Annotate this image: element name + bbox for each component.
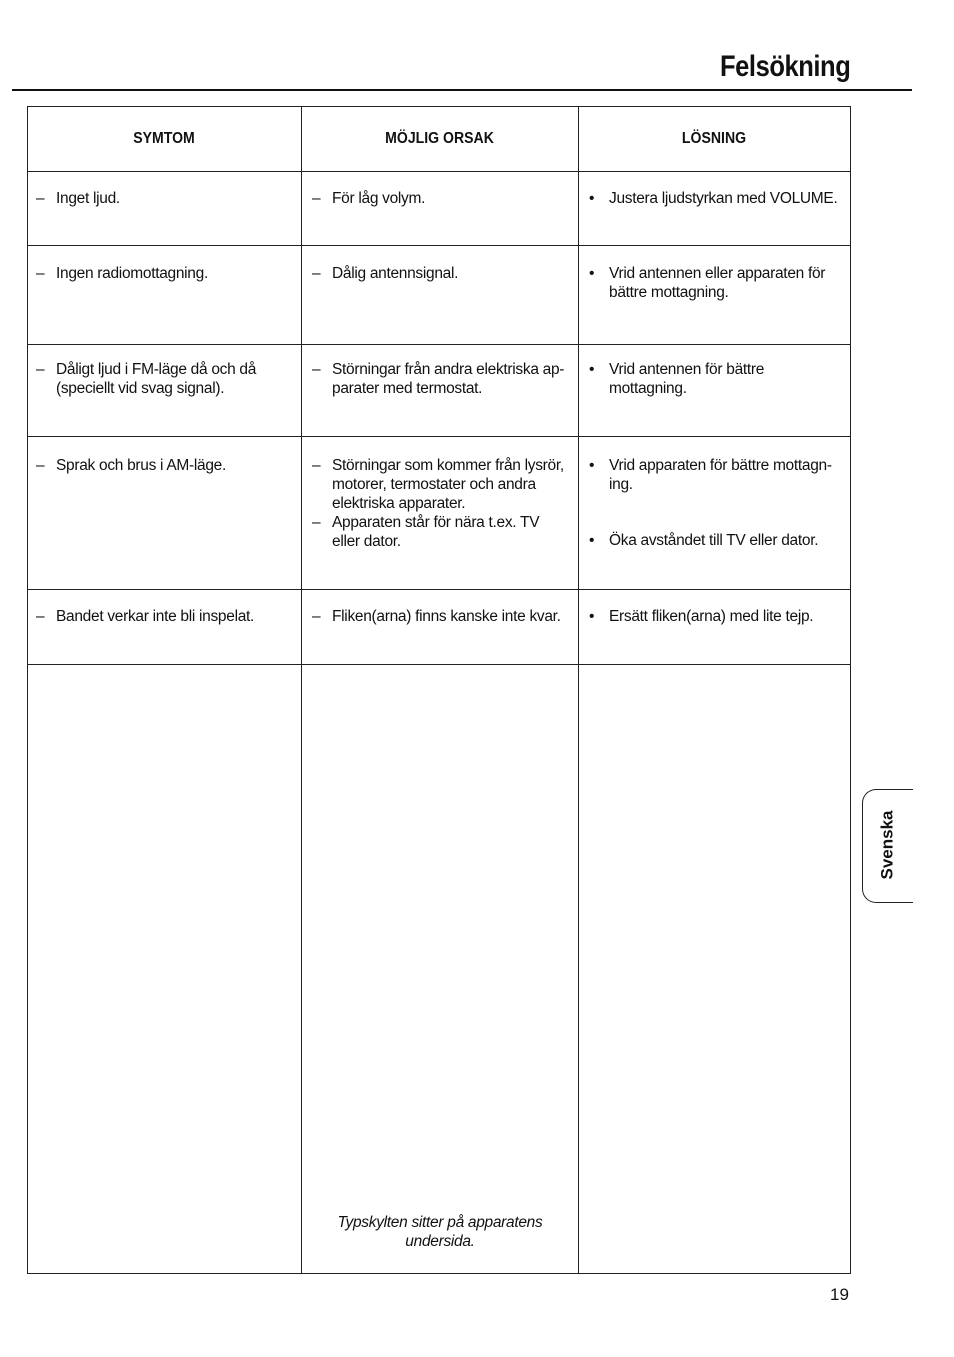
list-item: – Dålig antennsignal. — [312, 265, 459, 282]
dash-marker: – — [312, 190, 321, 207]
list-item: – Sprak och brus i AM-läge. — [36, 457, 226, 474]
bullet-marker: • — [589, 361, 595, 378]
list-item: – Inget ljud. — [36, 190, 120, 207]
column-border — [301, 106, 302, 1274]
bullet-marker: • — [589, 265, 595, 282]
bullet-marker: • — [589, 608, 595, 625]
dash-marker: – — [312, 265, 321, 282]
row-divider — [27, 436, 851, 437]
solution-cell — [583, 264, 845, 302]
list-item: – Störningar från andra elektriska ap-parater med termostat. — [312, 361, 565, 397]
solution-cell — [583, 607, 845, 626]
header-divider — [27, 171, 851, 172]
list-item: – Fliken(arna) finns kanske inte kvar. — [312, 608, 561, 625]
symptom-cell — [30, 456, 292, 475]
dash-marker: – — [312, 361, 321, 378]
list-item: • Vrid antennen för bättre mottagning. — [589, 361, 765, 397]
row-divider — [27, 664, 851, 665]
solution-cell — [583, 189, 845, 208]
column-border — [578, 106, 579, 1274]
list-item: – Störningar som kommer från lysrör, motorer, termostater och andra elektriska apparater. — [312, 457, 564, 512]
list-item: • Vrid apparaten för bättre mottagn-ing. — [589, 457, 832, 493]
page-title: Felsökning — [719, 50, 850, 83]
symptom-cell — [30, 607, 292, 626]
dash-marker: – — [312, 608, 321, 625]
row-divider — [27, 245, 851, 246]
list-item: • Öka avståndet till TV eller dator. — [589, 532, 819, 549]
language-tab-label: Svenska — [877, 810, 896, 880]
bullet-marker: • — [589, 532, 595, 549]
list-item: • Ersätt fliken(arna) med lite tejp. — [589, 608, 814, 625]
dash-marker: – — [36, 457, 45, 474]
header-solution: LÖSNING — [681, 130, 747, 147]
dash-marker: – — [36, 190, 45, 207]
list-item: – Bandet verkar inte bli inspelat. — [36, 608, 255, 625]
dash-marker: – — [36, 608, 45, 625]
cause-cell — [306, 264, 568, 283]
cause-cell — [306, 607, 568, 626]
cause-cell — [306, 360, 568, 398]
list-item: • Justera ljudstyrkan med VOLUME. — [589, 190, 838, 207]
page-number: 19 — [830, 1285, 849, 1304]
list-item: • Vrid antennen eller apparaten för bättre mottagning. — [589, 265, 826, 301]
list-item: – För låg volym. — [312, 190, 426, 207]
header-symptom: SYMTOM — [133, 130, 195, 147]
symptom-cell — [30, 189, 292, 208]
symptom-cell — [30, 264, 292, 283]
bullet-marker: • — [589, 457, 595, 474]
row-divider — [27, 344, 851, 345]
list-item: – Apparaten står för nära t.ex. TV eller dator. — [312, 514, 540, 550]
dash-marker: – — [312, 457, 321, 474]
bullet-marker: • — [589, 190, 595, 207]
dash-marker: – — [36, 361, 45, 378]
symptom-cell — [30, 360, 292, 398]
list-item: – Dåligt ljud i FM-läge då och då (speciellt vid svag signal). — [36, 361, 257, 397]
cause-cell — [306, 456, 568, 551]
title-rule — [12, 89, 912, 91]
header-cause: MÖJLIG ORSAK — [385, 130, 494, 147]
column-border — [850, 106, 851, 1274]
cause-cell — [306, 189, 568, 208]
solution-cell — [583, 531, 845, 550]
dash-marker: – — [36, 265, 45, 282]
column-border — [27, 106, 28, 1274]
table-border-top — [27, 106, 851, 107]
dash-marker: – — [312, 514, 321, 531]
table-border-bottom — [27, 1273, 851, 1274]
type-plate-note: Typskylten sitter på apparatens undersida. — [337, 1214, 543, 1250]
solution-cell — [583, 456, 845, 494]
solution-cell — [583, 360, 845, 398]
row-divider — [27, 589, 851, 590]
list-item: – Ingen radiomottagning. — [36, 265, 208, 282]
